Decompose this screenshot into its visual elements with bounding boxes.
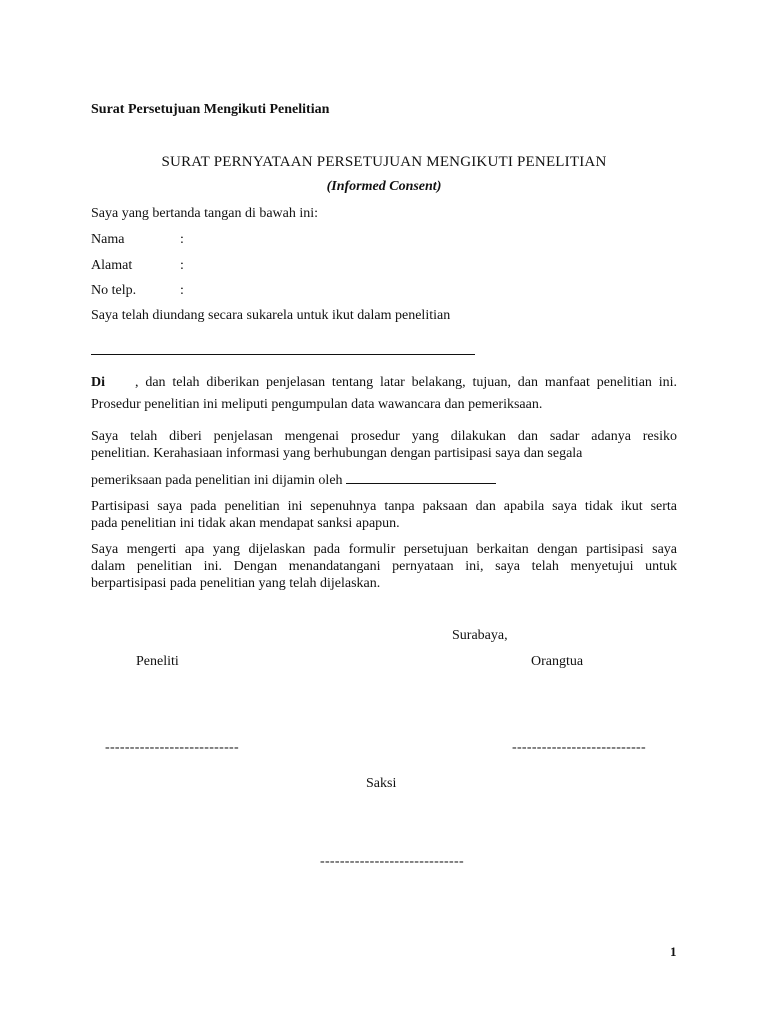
paragraph-procedure-line3-text: pemeriksaan pada penelitian ini dijamin oleh <box>91 473 343 488</box>
signing-city: Surabaya, <box>452 628 508 643</box>
paragraph-background-line2: Prosedur penelitian ini meliputi pengumpulan data wawancara dan pemeriksaan. <box>91 397 543 412</box>
bold-word-di: Di <box>91 375 105 390</box>
form-title: SURAT PERNYATAAN PERSETUJUAN MENGIKUTI PENELITIAN <box>161 154 607 170</box>
field-name-label: Nama <box>91 232 125 247</box>
field-address-colon: : <box>180 258 184 273</box>
invited-statement: Saya telah diundang secara sukarela untuk ikut dalam penelitian <box>91 308 451 323</box>
guarantor-blank-line <box>346 483 496 484</box>
field-phone-label: No telp. <box>91 283 137 298</box>
paragraph-procedure-line2: penelitian. Kerahasiaan informasi yang berhubungan dengan partisipasi saya dan segala <box>91 446 583 461</box>
field-name-colon: : <box>180 232 184 247</box>
research-title-blank-line <box>91 354 475 355</box>
researcher-label: Peneliti <box>136 654 179 669</box>
page-number: 1 <box>670 944 677 959</box>
field-address-label: Alamat <box>91 258 133 273</box>
parent-label: Orangtua <box>531 654 584 669</box>
witness-label: Saksi <box>366 776 397 791</box>
paragraph-background-line1: , dan telah diberikan penjelasan tentang latar belakang, tujuan, dan manfaat penelitian ini. <box>135 375 677 390</box>
paragraph-understanding-line1: Saya mengerti apa yang dijelaskan pada formulir persetujuan berkaitan dengan partisipasi saya <box>91 542 677 557</box>
paragraph-procedure-line1: Saya telah diberi penjelasan mengenai prosedur yang dilakukan dan sadar adanya resiko <box>91 429 677 444</box>
paragraph-understanding-line3: berpartisipasi pada penelitian yang telah dijelaskan. <box>91 576 381 591</box>
form-subtitle: (Informed Consent) <box>326 179 442 194</box>
intro-text: Saya yang bertanda tangan di bawah ini: <box>91 206 319 221</box>
researcher-signature-line: --------------------------- <box>105 740 239 755</box>
document-heading: Surat Persetujuan Mengikuti Penelitian <box>91 102 330 117</box>
field-phone-colon: : <box>180 283 184 298</box>
parent-signature-line: --------------------------- <box>512 740 646 755</box>
paragraph-understanding-line2: dalam penelitian ini. Dengan menandatangani pernyataan ini, saya telah menyetujui untuk <box>91 559 677 574</box>
paragraph-participation-line1: Partisipasi saya pada penelitian ini sepenuhnya tanpa paksaan dan apabila saya tidak ikut serta <box>91 499 677 514</box>
paragraph-participation-line2: pada penelitian ini tidak akan mendapat sanksi apapun. <box>91 516 400 531</box>
witness-signature-line: ----------------------------- <box>320 854 464 869</box>
paragraph-procedure-line3 <box>91 472 496 490</box>
